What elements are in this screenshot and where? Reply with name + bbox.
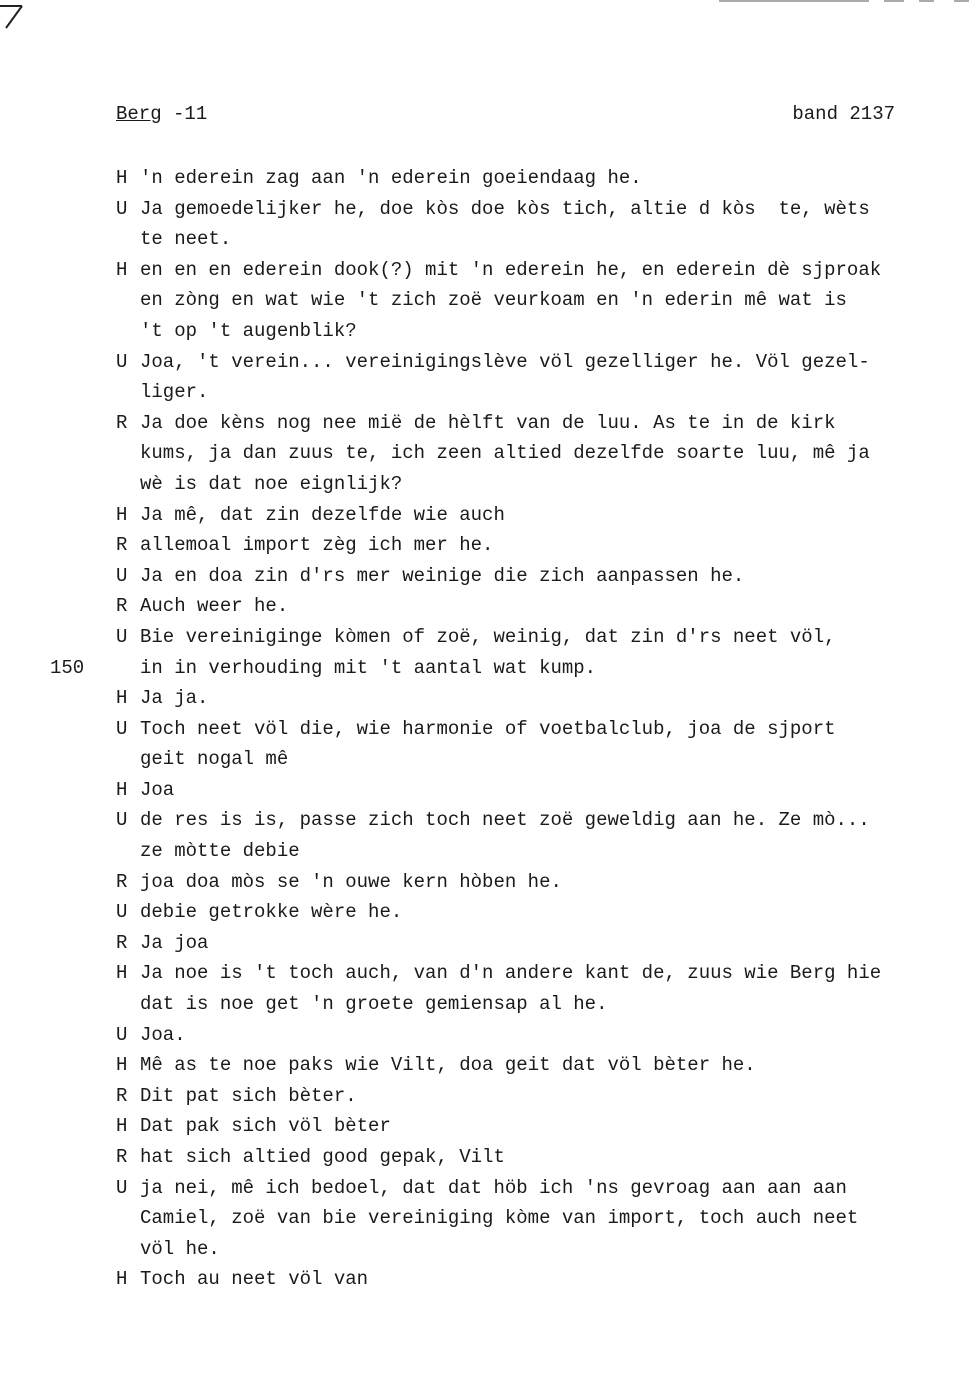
transcript-line: en zòng en wat wie 't zich zoë veurkoam en 'n ederin mê wat is — [140, 289, 847, 312]
dialogue-turn — [0, 163, 979, 194]
dialogue-turn — [0, 1020, 979, 1051]
dialogue-turn — [0, 1142, 979, 1173]
speaker-label: U — [116, 901, 128, 924]
transcript-line: de res is is, passe zich toch neet zoë geweldig aan he. Ze mò... — [140, 809, 870, 832]
speaker-label: R — [116, 870, 128, 893]
band-number: band 2137 — [792, 103, 895, 125]
speaker-label: U — [116, 625, 128, 648]
dialogue-turn — [0, 958, 979, 1019]
transcript-line: debie getrokke wère he. — [140, 901, 403, 924]
transcript-body — [0, 163, 979, 1295]
dialogue-turn — [0, 1173, 979, 1265]
corner-slash-mark — [0, 0, 30, 30]
speaker-label: H — [116, 167, 128, 189]
transcript-line: völ he. — [140, 1237, 220, 1260]
transcript-line: dat is noe get 'n groete gemiensap al he. — [140, 993, 608, 1016]
transcript-line: geit nogal mê — [140, 748, 289, 771]
margin-line-number: 150 — [50, 656, 85, 679]
transcript-line: Auch weer he. — [140, 595, 289, 618]
dialogue-turn — [0, 928, 979, 959]
speaker-label: H — [116, 258, 128, 281]
speaker-label: U — [116, 564, 128, 587]
speaker-label: H — [116, 687, 128, 710]
dialogue-turn — [0, 683, 979, 714]
speaker-label: U — [116, 350, 128, 373]
top-rule-dashes — [719, 0, 979, 4]
page-title — [116, 103, 207, 125]
speaker-label: R — [116, 1084, 128, 1107]
speaker-label: H — [116, 1268, 128, 1291]
speaker-label: H — [116, 1115, 128, 1138]
transcript-line: Ja mê, dat zin dezelfde wie auch — [140, 503, 505, 526]
dialogue-turn — [0, 500, 979, 531]
transcript-line: allemoal import zèg ich mer he. — [140, 534, 494, 557]
transcript-line: Toch au neet völ van — [140, 1268, 369, 1291]
transcript-line: en en en ederein dook(?) mit 'n ederein he, en ederein dè sjproak — [140, 258, 882, 281]
transcript-line: Camiel, zoë van bie vereiniging kòme van import, toch auch neet — [140, 1207, 859, 1230]
dialogue-turn — [0, 1081, 979, 1112]
transcript-line: ze mòtte debie — [140, 840, 300, 863]
transcript-line: Bie vereiniginge kòmen of zoë, weinig, dat zin d'rs neet völ, — [140, 625, 836, 648]
dialogue-turn — [0, 408, 979, 500]
transcript-line: hat sich altied good gepak, Vilt — [140, 1146, 505, 1168]
dialogue-turn — [0, 1111, 979, 1142]
transcript-line: Ja doe kèns nog nee mië de hèlft van de luu. As te in de kirk — [140, 411, 836, 434]
dialogue-turn — [0, 1050, 979, 1081]
dialogue-turn — [0, 591, 979, 622]
transcript-line: Dit pat sich bèter. — [140, 1084, 357, 1107]
speaker-label: U — [116, 717, 128, 740]
transcript-line: Dat pak sich völ bèter — [140, 1115, 391, 1138]
speaker-label: R — [116, 595, 128, 618]
dialogue-turn — [0, 622, 979, 683]
dialogue-turn — [0, 347, 979, 408]
dialogue-turn — [0, 1264, 979, 1295]
transcript-line: 't op 't augenblik? — [140, 319, 357, 342]
dialogue-turn — [0, 530, 979, 561]
speaker-label: U — [116, 1023, 128, 1046]
transcript-line: Toch neet völ die, wie harmonie of voetbalclub, joa de sjport — [140, 717, 836, 740]
dialogue-turn — [0, 867, 979, 898]
speaker-label: H — [116, 1054, 128, 1077]
speaker-label: H — [116, 503, 128, 526]
transcript-line: Ja joa — [140, 931, 209, 954]
speaker-label: R — [116, 411, 128, 434]
dialogue-turn — [0, 805, 979, 866]
dialogue-turn — [0, 775, 979, 806]
transcript-line: liger. — [140, 381, 209, 404]
dialogue-turn — [0, 255, 979, 347]
speaker-label: R — [116, 931, 128, 954]
speaker-label: U — [116, 809, 128, 832]
transcript-line: Joa, 't verein... vereinigingslève völ gezelliger he. Völ gezel- — [140, 350, 870, 373]
dialogue-turn — [0, 194, 979, 255]
title-page-number: -11 — [161, 103, 208, 125]
dialogue-turn — [0, 897, 979, 928]
transcript-line: wè is dat noe eignlijk? — [140, 472, 403, 495]
transcript-line: kums, ja dan zuus te, ich zeen altied dezelfde soarte luu, mê ja — [140, 442, 870, 465]
transcript-line: Ja gemoedelijker he, doe kòs doe kòs tich, altie d kòs te, wèts — [140, 197, 870, 220]
transcript-line: ja nei, mê ich bedoel, dat dat höb ich 'ns gevroag aan aan aan — [140, 1176, 847, 1199]
dialogue-turn — [0, 561, 979, 592]
speaker-label: R — [116, 1146, 128, 1168]
transcript-line: Ja en doa zin d'rs mer weinige die zich aanpassen he. — [140, 564, 745, 587]
transcript-line: joa doa mòs se 'n ouwe kern hòben he. — [140, 870, 562, 893]
transcript-line: te neet. — [140, 228, 232, 251]
transcript-line: Joa. — [140, 1023, 186, 1046]
transcript-line: Joa — [140, 778, 175, 801]
transcript-line: Ja noe is 't toch auch, van d'n andere kant de, zuus wie Berg hie — [140, 962, 882, 985]
dialogue-turn — [0, 714, 979, 775]
transcript-line: Ja ja. — [140, 687, 209, 710]
title-name: Berg — [116, 103, 162, 125]
transcript-line: Mê as te noe paks wie Vilt, doa geit dat völ bèter he. — [140, 1054, 756, 1077]
speaker-label: H — [116, 962, 128, 985]
speaker-label: U — [116, 197, 128, 220]
transcript-line: 'n ederein zag aan 'n ederein goeiendaag he. — [140, 167, 642, 189]
speaker-label: R — [116, 534, 128, 557]
speaker-label: U — [116, 1176, 128, 1199]
transcript-line: in in verhouding mit 't aantal wat kump. — [140, 656, 597, 679]
speaker-label: H — [116, 778, 128, 801]
